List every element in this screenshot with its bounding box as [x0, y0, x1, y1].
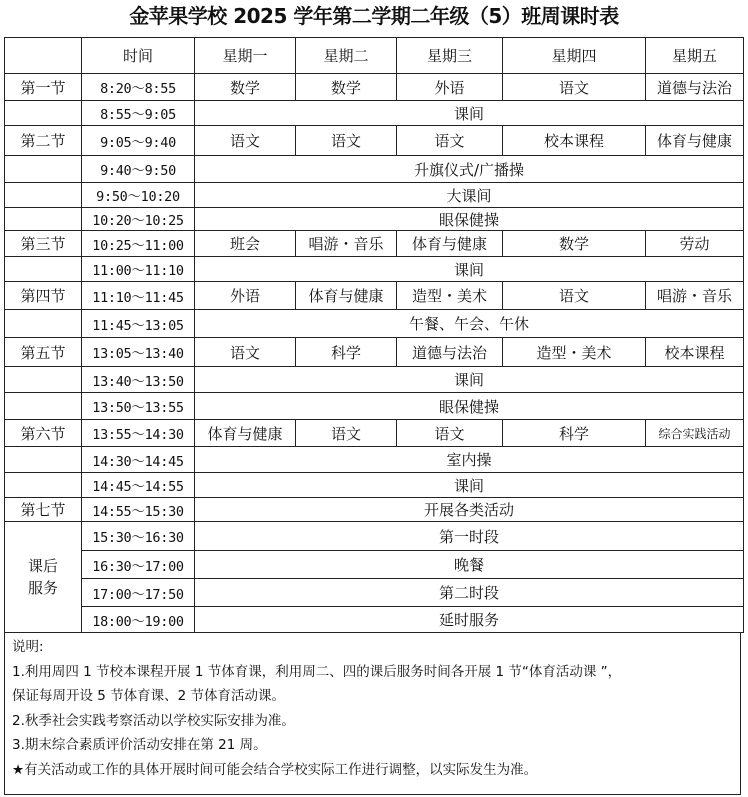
- schedule-row: [5, 310, 744, 338]
- schedule-row: [5, 74, 744, 101]
- notes-heading: 说明:: [12, 639, 44, 655]
- activity-span-cell: [195, 473, 744, 498]
- activity-span-cell: [195, 208, 744, 231]
- time-cell: 11:00～11:10: [82, 257, 195, 282]
- period-cell: [5, 447, 82, 473]
- activity-span-cell: [195, 393, 744, 420]
- subject-cell: 体育与健康: [397, 231, 503, 257]
- subject-cell: 科学: [503, 420, 646, 447]
- schedule-row: [5, 282, 744, 310]
- period-cell: [5, 393, 82, 420]
- subject-cell: 语文: [296, 126, 397, 156]
- subject-cell: 外语: [397, 74, 503, 101]
- time-cell: 9:50～10:20: [82, 183, 195, 208]
- subject-cell: 唱游・音乐: [296, 231, 397, 257]
- period-cell: 第四节: [5, 282, 82, 310]
- activity-label: 课间: [453, 104, 484, 123]
- header-friday: 星期五: [646, 38, 744, 74]
- subject-cell: 劳动: [646, 231, 744, 257]
- time-cell: 10:20～10:25: [82, 208, 195, 231]
- activity-span-cell: 延时服务: [195, 607, 744, 633]
- subject-cell: 体育与健康: [296, 282, 397, 310]
- time-cell: 17:00～17:50: [82, 579, 195, 607]
- subject-cell: 体育与健康: [646, 126, 744, 156]
- period-cell: 第五节: [5, 338, 82, 367]
- activity-span-cell: [195, 447, 744, 473]
- subject-cell: 语文: [195, 338, 296, 367]
- activity-span-cell: 晚餐: [195, 551, 744, 579]
- period-cell: [5, 310, 82, 338]
- time-cell: 14:30～14:45: [82, 447, 195, 473]
- subject-cell: 校本课程: [503, 126, 646, 156]
- activity-span-cell: [195, 310, 744, 338]
- activity-label: 室内操: [446, 451, 492, 469]
- schedule-row: [5, 473, 744, 498]
- activity-label: 课间: [453, 371, 484, 389]
- schedule-row: [5, 367, 744, 393]
- period-cell: [5, 367, 82, 393]
- activity-label: 课间: [453, 260, 484, 279]
- period-cell: [5, 473, 82, 498]
- time-cell: 11:10～11:45: [82, 282, 195, 310]
- activity-label: 午餐、午会、午休: [408, 315, 529, 333]
- time-cell: 10:25～11:00: [82, 231, 195, 257]
- schedule-row: [5, 257, 744, 282]
- subject-cell: 语文: [503, 74, 646, 101]
- activity-span-cell: 第一时段: [195, 522, 744, 551]
- schedule-row: [5, 231, 744, 257]
- activity-label: 升旗仪式/广播操: [413, 160, 525, 179]
- notes-section: [4, 632, 741, 795]
- subject-cell: 语文: [296, 420, 397, 447]
- schedule-row: [5, 338, 744, 367]
- subject-cell: 综合实践活动: [646, 420, 744, 447]
- note-line: 2.秋季社会实践考察活动以学校实际安排为准。: [12, 712, 295, 729]
- subject-cell: 科学: [296, 338, 397, 367]
- activity-span-cell: 第二时段: [195, 579, 744, 607]
- time-cell: 18:00～19:00: [82, 607, 195, 633]
- time-cell: 13:55～14:30: [82, 420, 195, 447]
- header-monday: 星期一: [195, 38, 296, 74]
- after-school-row: [5, 579, 744, 607]
- schedule-row: [5, 393, 744, 420]
- activity-span-cell: [195, 367, 744, 393]
- note-line: 3.期末综合素质评价活动安排在第 21 周。: [12, 737, 267, 753]
- header-time: 时间: [82, 38, 195, 74]
- time-cell: 13:40～13:50: [82, 367, 195, 393]
- header-row: [5, 38, 744, 74]
- time-cell: 13:50～13:55: [82, 393, 195, 420]
- period-cell: 第三节: [5, 231, 82, 257]
- time-cell: 8:55～9:05: [82, 101, 195, 126]
- subject-cell: 造型・美术: [503, 338, 646, 367]
- schedule-row: [5, 101, 744, 126]
- period-cell: 第六节: [5, 420, 82, 447]
- schedule-row: [5, 208, 744, 231]
- time-cell: 16:30～17:00: [82, 551, 195, 579]
- period-cell: [5, 101, 82, 126]
- subject-cell: 数学: [296, 74, 397, 101]
- schedule-row: [5, 447, 744, 473]
- activity-label: 课间: [453, 476, 484, 495]
- subject-cell: 造型・美术: [397, 282, 503, 310]
- header-tuesday: 星期二: [296, 38, 397, 74]
- after-school-label-line: 服务: [27, 579, 58, 597]
- schedule-table: [4, 37, 744, 633]
- period-cell: 第一节: [5, 74, 82, 101]
- subject-cell: 体育与健康: [195, 420, 296, 447]
- time-cell: 11:45～13:05: [82, 310, 195, 338]
- header-wednesday: 星期三: [397, 38, 503, 74]
- time-cell: 9:40～9:50: [82, 156, 195, 183]
- time-cell: 14:45～14:55: [82, 473, 195, 498]
- time-cell: 13:05～13:40: [82, 338, 195, 367]
- activity-label: 开展各类活动: [423, 501, 514, 519]
- header-period: [5, 38, 82, 74]
- header-thursday: 星期四: [503, 38, 646, 74]
- activity-span-cell: [195, 257, 744, 282]
- subject-cell: 语文: [397, 420, 503, 447]
- subject-cell: 道德与法治: [397, 338, 503, 367]
- after-school-row: [5, 607, 744, 633]
- subject-cell: 语文: [195, 126, 296, 156]
- activity-span-cell: [195, 101, 744, 126]
- subject-cell: 语文: [503, 282, 646, 310]
- activity-span-cell: [195, 183, 744, 208]
- subject-cell: 校本课程: [646, 338, 744, 367]
- period-cell: [5, 156, 82, 183]
- subject-cell: 唱游・音乐: [646, 282, 744, 310]
- subject-cell: 数学: [195, 74, 296, 101]
- activity-span-cell: [195, 498, 744, 522]
- schedule-row: [5, 183, 744, 208]
- after-school-label: [5, 522, 82, 633]
- schedule-row: [5, 126, 744, 156]
- subject-cell: 外语: [195, 282, 296, 310]
- period-cell: [5, 257, 82, 282]
- time-cell: 15:30～16:30: [82, 522, 195, 551]
- note-line: ★有关活动或工作的具体开展时间可能会结合学校实际工作进行调整，以实际发生为准。: [12, 761, 538, 778]
- activity-label: 眼保健操: [438, 210, 499, 229]
- subject-cell: 道德与法治: [646, 74, 744, 101]
- schedule-row: [5, 156, 744, 183]
- activity-span-cell: [195, 156, 744, 183]
- note-line: 1.利用周四 1 节校本课程开展 1 节体育课，利用周二、四的课后服务时间各开展 1 节“体育活动课 ”，: [12, 663, 622, 680]
- after-school-row: [5, 522, 744, 551]
- period-cell: [5, 183, 82, 208]
- period-cell: 第七节: [5, 498, 82, 522]
- subject-cell: 语文: [397, 126, 503, 156]
- period-cell: [5, 208, 82, 231]
- page-title: 金苹果学校 2025 学年第二学期二年级（5）班周课时表: [129, 4, 619, 28]
- time-cell: 9:05～9:40: [82, 126, 195, 156]
- time-cell: 14:55～15:30: [82, 498, 195, 522]
- schedule-row: [5, 420, 744, 447]
- period-cell: 第二节: [5, 126, 82, 156]
- time-cell: 8:20～8:55: [82, 74, 195, 101]
- activity-label: 大课间: [446, 186, 492, 205]
- schedule-row: [5, 498, 744, 522]
- after-school-label-line: 课后: [27, 557, 58, 575]
- subject-cell: 数学: [503, 231, 646, 257]
- activity-label: 眼保健操: [438, 397, 499, 416]
- subject-cell: 班会: [195, 231, 296, 257]
- note-line: 保证每周开设 5 节体育课、2 节体育活动课。: [12, 688, 286, 704]
- after-school-row: [5, 551, 744, 579]
